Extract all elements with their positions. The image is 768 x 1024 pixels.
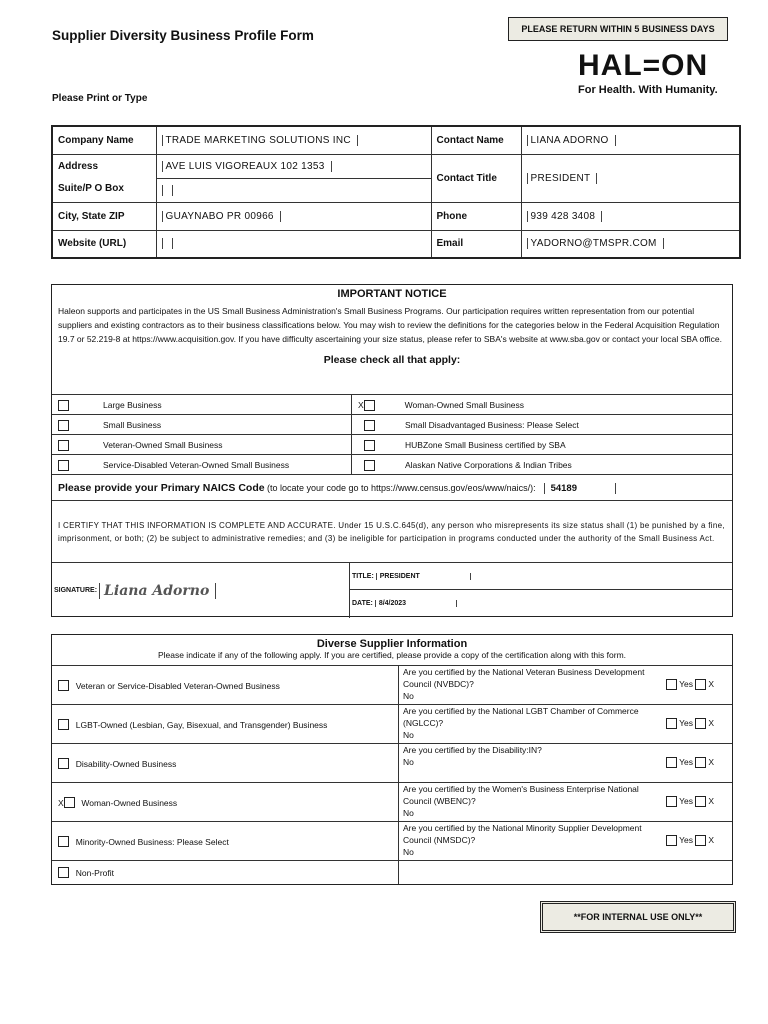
- checkbox[interactable]: [64, 797, 75, 808]
- checkbox[interactable]: [58, 420, 69, 431]
- diverse-row: [52, 782, 732, 822]
- haleon-logo: [578, 50, 730, 96]
- checkbox[interactable]: [58, 719, 69, 730]
- company-info-table: [51, 125, 741, 259]
- logo-tagline: For Health. With Humanity.: [578, 84, 718, 96]
- diverse-disability[interactable]: Disability-Owned Business: [52, 744, 399, 783]
- option-row: [52, 434, 732, 455]
- contact-name-field[interactable]: LIANA ADORNO: [521, 126, 740, 154]
- diverse-non-profit[interactable]: Non-Profit: [52, 861, 399, 884]
- contact-title-field[interactable]: PRESIDENT: [521, 154, 740, 202]
- cert-question-nglcc: Are you certified by the National LGBT Chamber of Commerce (NGLCC)? No Yes X: [403, 706, 714, 740]
- checkbox[interactable]: [58, 460, 69, 471]
- option-woman-owned-small[interactable]: X Woman-Owned Small Business: [358, 400, 525, 410]
- option-veteran-owned[interactable]: Veteran-Owned Small Business: [52, 435, 352, 455]
- signature-field[interactable]: SIGNATURE: Liana Adorno: [52, 563, 350, 618]
- email-field[interactable]: YADORNO@TMSPR.COM: [521, 230, 740, 258]
- certify-text: I CERTIFY THAT THIS INFORMATION IS COMPLETE AND ACCURATE. Under 15 U.S.C.645(d), any person who misrepresents its size status shall (1) be punished by a fine, imprisonment, or both; (2) be subject to administrative remedies; and (3) be ineligible for participation in programs conducted under the authority of the Small Business Act.: [58, 521, 725, 543]
- website-label: Website (URL): [52, 230, 156, 258]
- company-name-label: Company Name: [52, 126, 156, 154]
- checkbox[interactable]: [58, 867, 69, 878]
- date-field[interactable]: DATE: 8/4/2023: [350, 590, 732, 617]
- checkbox[interactable]: [58, 836, 69, 847]
- option-row: [52, 394, 732, 415]
- diverse-row: [52, 704, 732, 744]
- print-note: Please Print or Type: [52, 93, 148, 104]
- diverse-row: [52, 821, 732, 861]
- check-heading: Please check all that apply:: [323, 354, 461, 366]
- phone-label: Phone: [431, 202, 521, 230]
- yes-no-toggle[interactable]: Yes X: [666, 756, 714, 768]
- return-notice: PLEASE RETURN WITHIN 5 BUSINESS DAYS: [508, 17, 728, 41]
- cert-question-wbenc: Are you certified by the Women's Business Enterprise National Council (WBENC)? No Yes X: [403, 784, 714, 818]
- option-row: [52, 414, 732, 435]
- diverse-subheading: Please indicate if any of the following apply. If you are certified, please provide a copy of the certification along with this form.: [157, 650, 627, 660]
- email-label: Email: [431, 230, 521, 258]
- diverse-minority[interactable]: Minority-Owned Business: Please Select: [52, 822, 399, 861]
- diverse-row: [52, 743, 732, 783]
- cert-question-nvbdc: Are you certified by the National Veteran Business Development Council (NVBDC)? No Yes X: [403, 667, 714, 701]
- checkbox[interactable]: [364, 440, 375, 451]
- form-title: Supplier Diversity Business Profile Form: [52, 28, 314, 43]
- yes-no-toggle[interactable]: Yes X: [666, 795, 714, 807]
- diverse-veteran[interactable]: Veteran or Service-Disabled Veteran-Owned Business: [52, 666, 399, 705]
- checkbox[interactable]: [58, 400, 69, 411]
- city-label: City, State ZIP: [52, 202, 156, 230]
- diverse-supplier-section: [51, 634, 733, 885]
- certify-row: [52, 500, 732, 563]
- checkbox[interactable]: [364, 420, 375, 431]
- contact-name-label: Contact Name: [431, 126, 521, 154]
- address-label: Address Suite/P O Box: [52, 154, 156, 202]
- address-field[interactable]: AVE LUIS VIGOREAUX 102 1353: [156, 154, 431, 178]
- signature-row: [52, 562, 732, 618]
- phone-field[interactable]: 939 428 3408: [521, 202, 740, 230]
- option-alaskan-native[interactable]: Alaskan Native Corporations & Indian Tribes: [352, 455, 572, 475]
- suite-field[interactable]: [156, 178, 431, 202]
- checkbox[interactable]: [58, 758, 69, 769]
- option-small-disadvantaged[interactable]: Small Disadvantaged Business: Please Select: [352, 415, 579, 435]
- cert-question-nmsdc: Are you certified by the National Minority Supplier Development Council (NMSDC)? No Yes X: [403, 823, 714, 857]
- diverse-row: [52, 860, 732, 884]
- notice-text: Haleon supports and participates in the US Small Business Administration's Small Business Programs. Our participation requires written representation from our potential suppliers and existing contractors as to their business classifications below. You may wish to review the definitions for the categories below in the Federal Acquisition Regulation 19.7 or 52.219-8 at https://www.acquisition.gov. If you have difficulty ascertaining your size status, please refer to SBA's website at www.sba.gov or contact your local SBA office.: [58, 306, 723, 344]
- checkbox[interactable]: [58, 680, 69, 691]
- option-small-business[interactable]: Small Business: [52, 415, 352, 435]
- option-hubzone[interactable]: HUBZone Small Business certified by SBA: [352, 435, 566, 455]
- naics-field[interactable]: Please provide your Primary NAICS Code (to locate your code go to https://www.census.gov/eos/www/naics/): 54189: [52, 475, 732, 501]
- cert-question-disability: Are you certified by the Disability:IN? No Yes X: [403, 745, 714, 767]
- checkbox[interactable]: [364, 460, 375, 471]
- city-field[interactable]: GUAYNABO PR 00966: [156, 202, 431, 230]
- logo-word: HAL=ON: [578, 49, 709, 82]
- checkbox[interactable]: [58, 440, 69, 451]
- notice-heading: IMPORTANT NOTICE: [337, 288, 447, 300]
- title-field[interactable]: TITLE: PRESIDENT: [350, 563, 732, 590]
- diverse-row: [52, 665, 732, 705]
- diverse-woman-owned[interactable]: X Woman-Owned Business: [52, 783, 399, 822]
- yes-no-toggle[interactable]: Yes X: [666, 717, 714, 729]
- website-field[interactable]: [156, 230, 431, 258]
- signature: Liana Adorno: [99, 583, 216, 599]
- option-service-disabled[interactable]: Service-Disabled Veteran-Owned Small Business: [52, 455, 352, 475]
- yes-no-toggle[interactable]: Yes X: [666, 678, 714, 690]
- yes-no-toggle[interactable]: Yes X: [666, 834, 714, 846]
- option-row: [52, 454, 732, 475]
- diverse-heading: Diverse Supplier Information: [316, 638, 468, 650]
- company-name-field[interactable]: TRADE MARKETING SOLUTIONS INC: [156, 126, 431, 154]
- contact-title-label: Contact Title: [431, 154, 521, 202]
- internal-use-box: **FOR INTERNAL USE ONLY**: [540, 901, 736, 933]
- important-notice: [51, 284, 733, 617]
- checkbox[interactable]: [364, 400, 375, 411]
- option-large-business[interactable]: Large Business: [52, 395, 352, 415]
- naics-row: [52, 474, 732, 501]
- diverse-lgbt[interactable]: LGBT-Owned (Lesbian, Gay, Bisexual, and Transgender) Business: [52, 705, 399, 744]
